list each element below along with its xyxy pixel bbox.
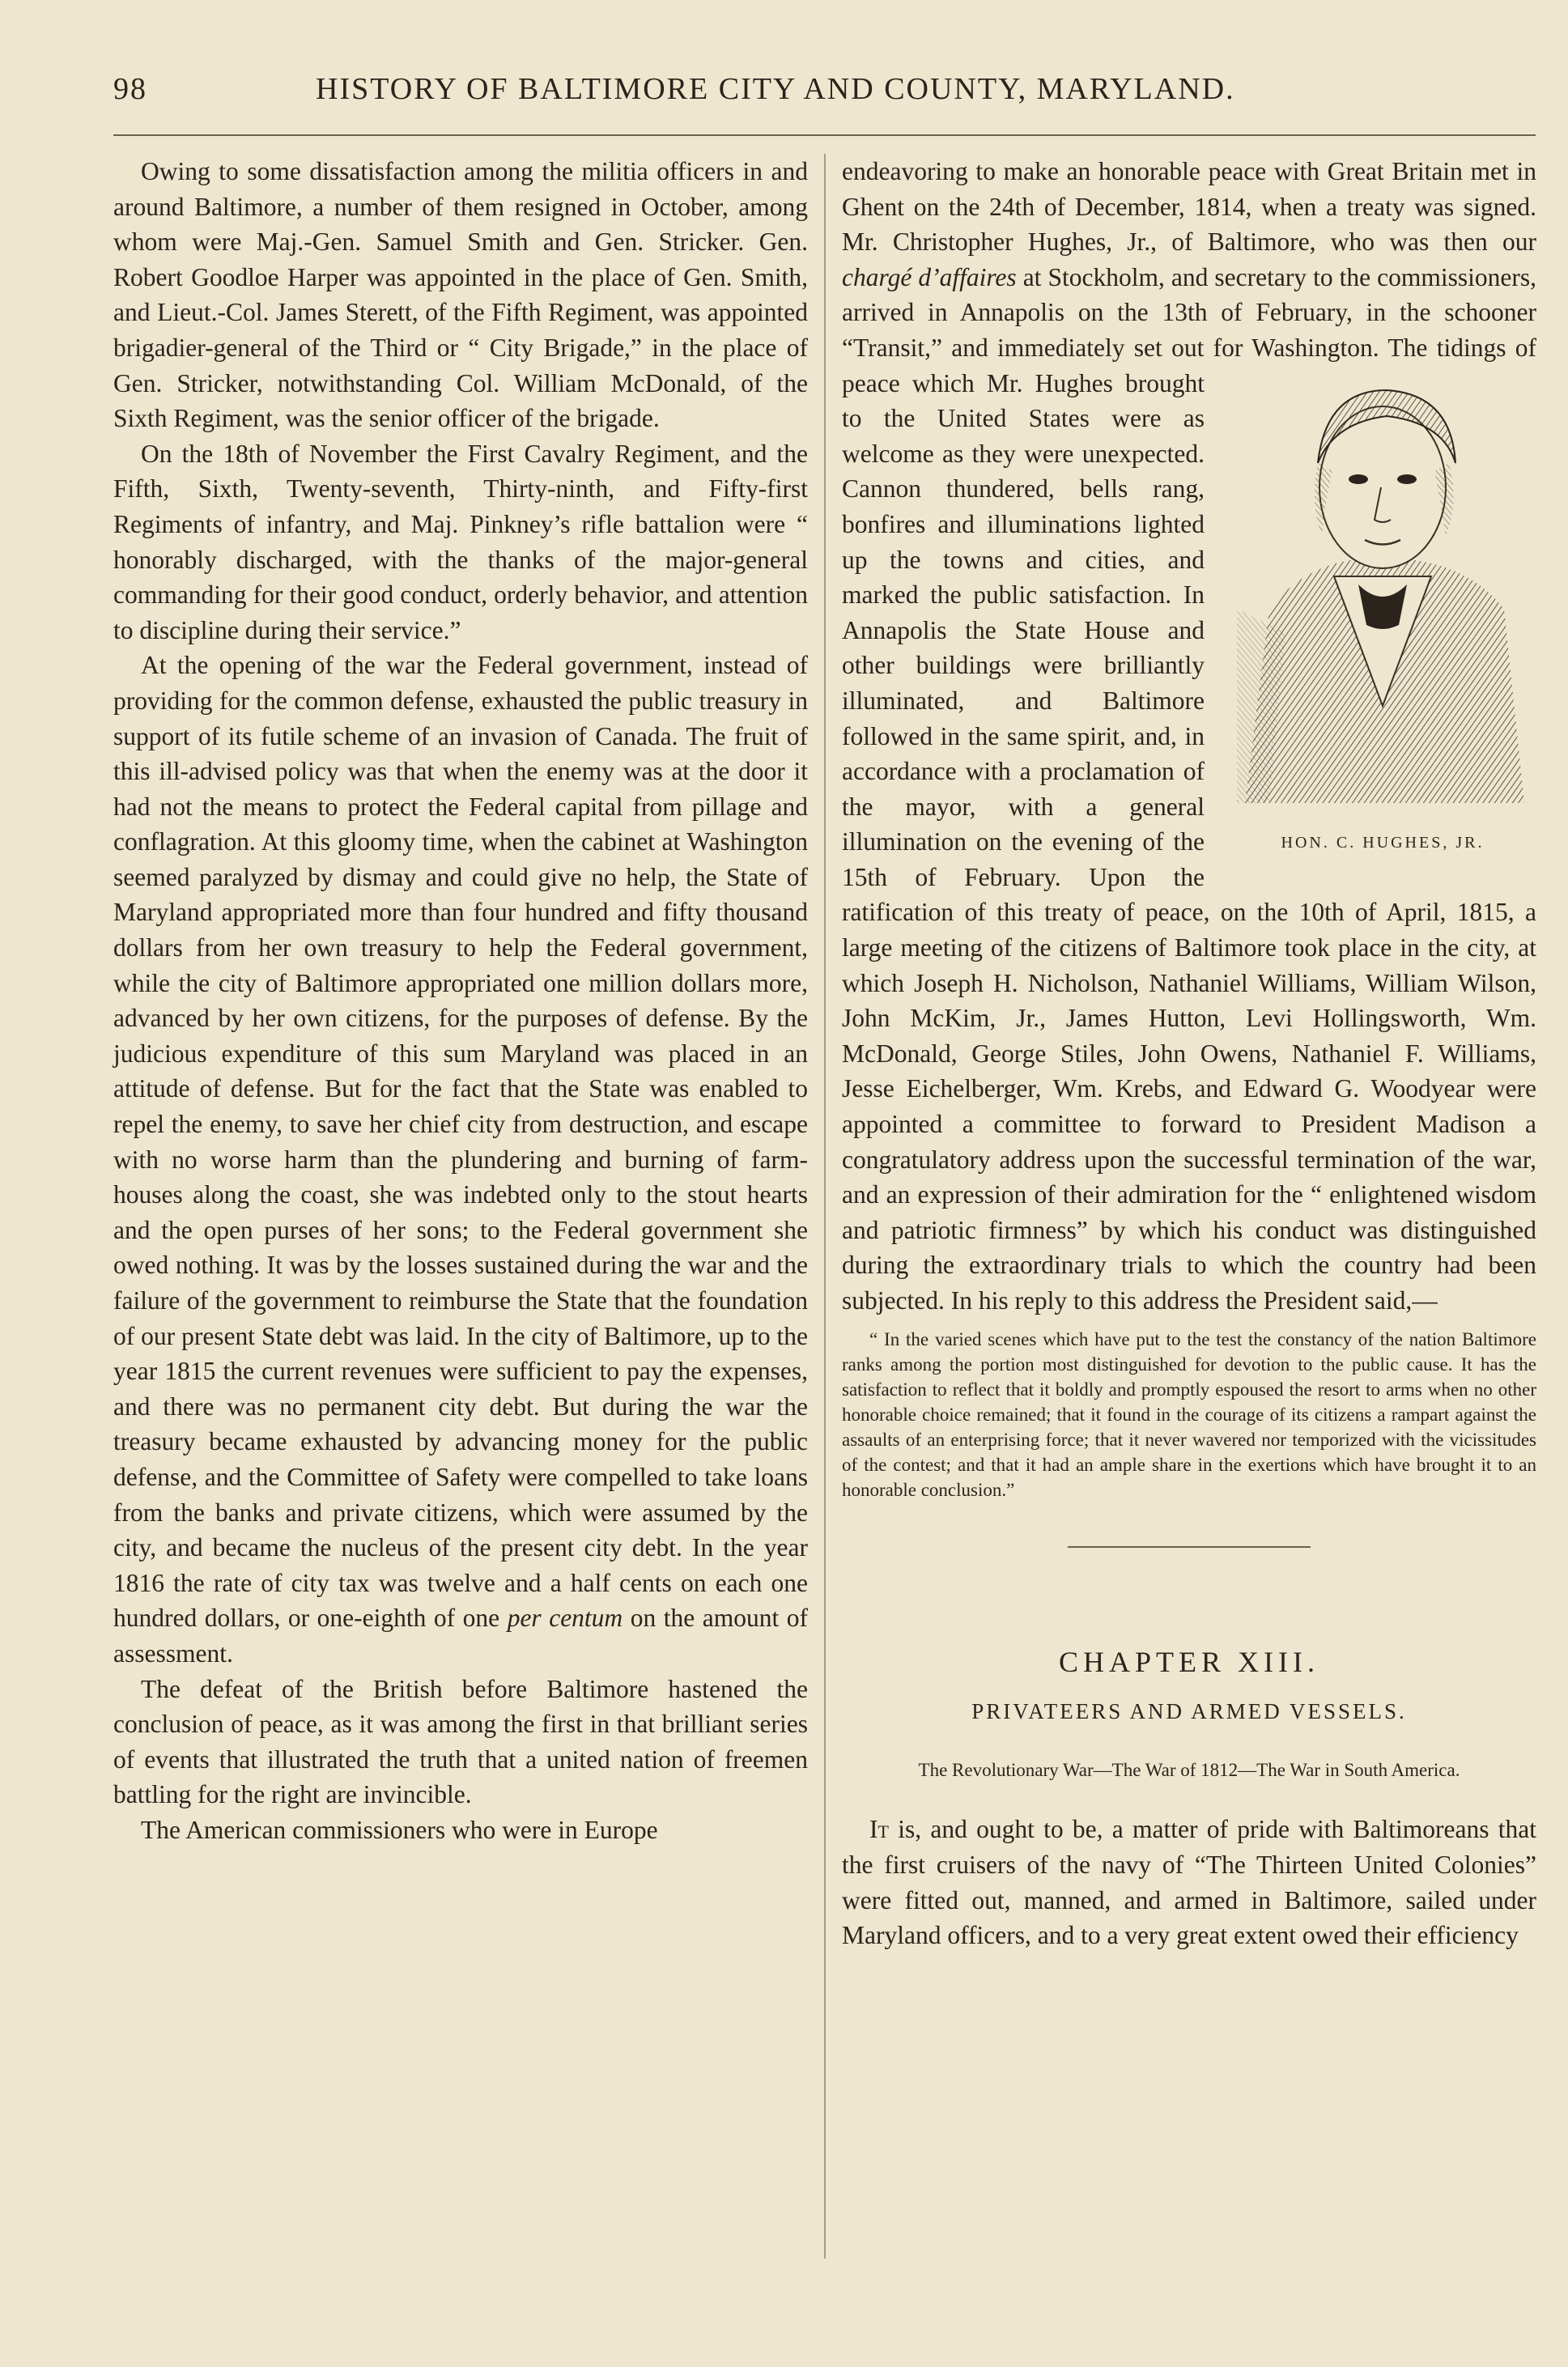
running-head: HISTORY OF BALTIMORE CITY AND COUNTY, MARYLAND. [316, 72, 1235, 106]
portrait-figure [1229, 366, 1536, 868]
portrait-engraving [1237, 366, 1528, 819]
portrait-caption: HON. C. HUGHES, JR. [1281, 833, 1485, 852]
paragraph: Owing to some dissatisfaction among the militia officers in and around Baltimore, a number of them resigned in October, among whom were Maj.-Gen. Samuel Smith and Gen. Stricker. Gen. Robert Goodloe Harper was appointed in the place of Gen. Smith, and Lieut.-Col. James Sterett, of the Fifth Regiment, was appointed brigadier-general of the Third or “ City Brigade,” in the place of Gen. Stricker, notwithstanding Col. William McDonald, of the Sixth Regiment, was the senior officer of the brigade. [113, 157, 808, 433]
paragraph: endeavoring to make an honorable peace with Great Britain met in Ghent on the 24th of December, 1814, when a treaty was signed. Mr. Christopher Hughes, Jr., of Baltimore, who was then our chargé d’affaires at Stockholm, and secretary to the commissioners, arrived in Annapolis on the 13th of February, in the schooner “Transit,” and immediately set out for Washington. The tidings of peace which Mr. Hughes HON. C. HUGHES, JR. brought to the United States were as welcome as they were unexpected. Cannon thundered, bells rang, bonfires and illuminations lighted up the towns and cities, and marked the public satisfaction. In Annapolis the State House and other buildings were brilliantly illuminated, and Baltimore followed in the same spirit, and, in accordance with a proclamation of the mayor, with a general illumination on the evening of the 15th of February. Upon the ratification of this treaty of peace, on the 10th of April, 1815, a large meeting of the citizens of Baltimore took place in the city, at which Joseph H. Nicholson, Nathaniel Williams, William Wilson, John McKim, Jr., James Hutton, Levi Hollingsworth, Wm. McDonald, George Stiles, John Owens, Nathaniel F. Williams, Jesse Eichelberger, Wm. Krebs, and Edward G. Woodyear were appointed a committee to forward to President Madison a congratulatory address upon the successful termination of the war, and an expression of their admiration for the “ enlightened wisdom and patriotic firmness” by which his conduct was distinguished during the extraordinary trials to which the country had been subjected. In his reply to this address the President said,— [842, 157, 1536, 1315]
block-quote: “ In the varied scenes which have put to the test the constancy of the nation Baltimore ranks among the portion most distinguished for devotion to the public cause. It has the satisfaction to reflect that it boldly and promptly espoused the resort to arms when no other honorable choice remained; that it found in the courage of its citizens a rampart against the assaults of an enterprising force; that it never wavered nor temporized with the vicissitudes of the contest; and that it had an ample share in the exertions which have brought it to an honorable conclusion.” [842, 1328, 1536, 1500]
header-rule [113, 134, 1536, 136]
column-divider [824, 154, 826, 2259]
chapter-subtitle: PRIVATEERS AND ARMED VESSELS. [971, 1699, 1407, 1724]
left-column [113, 154, 808, 1848]
page-number: 98 [113, 72, 147, 106]
paragraph: The defeat of the British before Baltimore hastened the conclusion of peace, as it was among the first in that brilliant series of events that illustrated the truth that a united nation of freemen battling for the right are invincible. [113, 1674, 808, 1809]
chapter-body [842, 1812, 1536, 1953]
right-column [842, 154, 1536, 1953]
section-rule [1068, 1546, 1311, 1548]
italic-text: per centum [507, 1604, 623, 1633]
paragraph: It is, and ought to be, a matter of pride with Baltimoreans that the first cruisers of the navy of “The Thirteen United Colonies” were fitted out, manned, and armed in Baltimore, sailed under Maryland officers, and to a very great extent owed their efficiency [842, 1815, 1536, 1950]
chapter-summary: The Revolutionary War—The War of 1812—The War in South America. [918, 1759, 1460, 1780]
chapter-title: CHAPTER XIII. [1059, 1645, 1319, 1678]
page-header [113, 71, 1519, 112]
paragraph: On the 18th of November the First Cavalry Regiment, and the Fifth, Sixth, Twenty-seventh, Thirty-ninth, and Fifty-first Regiments of infantry, and Maj. Pinkney’s rifle battalion were “ honorably discharged, with the thanks of the major-general commanding for their good conduct, orderly behavior, and attention to discipline during their service.” [113, 439, 808, 644]
italic-text: chargé d’affaires [842, 262, 1017, 291]
lead-word: It [869, 1815, 889, 1844]
paragraph: At the opening of the war the Federal government, instead of providing for the common defense, exhausted the public treasury in support of its futile scheme of an invasion of Canada. The fruit of this ill-advised policy was that when the enemy was at the door it had not the means to protect the Federal capital from pillage and conflagration. At this gloomy time, when the cabinet at Washington seemed paralyzed by dismay and could give no help, the State of Maryland appropriated more than four hundred and fifty thousand dollars from her own treasury to help the Federal government, while the city of Baltimore appropriated one million dollars more, advanced by her own citizens, for the purposes of defense. By the judicious expenditure of this sum Maryland was placed in an attitude of defense. But for the fact that the State was enabled to repel the enemy, to save her chief city from destruction, and escape with no worse harm than the plundering and burning of farm-houses along the coast, she was indebted only to the stout hearts and the open purses of her sons; to the Federal government she owed nothing. It was by the losses sustained during the war and the failure of the government to reimburse the State that the foundation of our present State debt was laid. In the city of Baltimore, up to the year 1815 the current revenues were sufficient to pay the expenses, and there was no permanent city debt. But during the war the treasury became exhausted by advancing money for the public defense, and the Committee of Safety were compelled to take loans from the banks and private citizens, which were assumed by the city, and became the nucleus of the present city debt. In the year 1816 the rate of city tax was twelve and a half cents on each one hundred dollars, or one-eighth of one per centum on the amount of assessment. [113, 651, 808, 1668]
paragraph: The American commissioners who were in Europe [141, 1815, 658, 1844]
